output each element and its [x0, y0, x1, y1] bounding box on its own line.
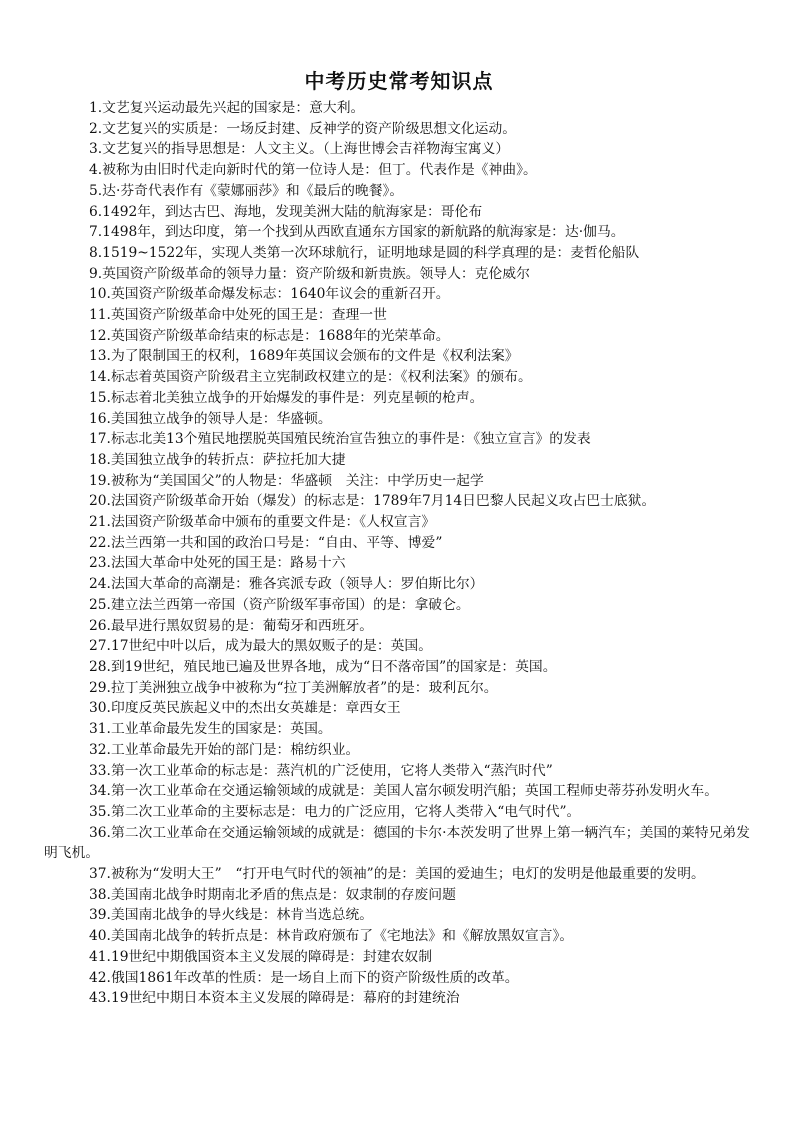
list-item: 14.标志着英国资产阶级君主立宪制政权建立的是：《权利法案》的颁布。: [89, 369, 532, 386]
list-item: 25.建立法兰西第一帝国（资产阶级军事帝国）的是：拿破仑。: [89, 596, 470, 613]
list-item: 41.19世纪中期俄国资本主义发展的障碍是：封建农奴制: [89, 948, 433, 965]
list-item: 24.法国大革命的高潮是：雅各宾派专政（领导人：罗伯斯比尔）: [89, 576, 484, 593]
list-item: 16.美国独立战争的领导人是：华盛顿。: [89, 410, 332, 427]
list-item: 31.工业革命最先发生的国家是：英国。: [89, 721, 332, 738]
list-item: 32.工业革命最先开始的部门是：棉纺织业。: [89, 741, 360, 758]
list-item: 18.美国独立战争的转折点：萨拉托加大捷: [89, 451, 346, 468]
list-item: 22.法兰西第一共和国的政治口号是：“自由、平等、博爱”: [89, 534, 443, 551]
list-item: 21.法国资产阶级革命中颁布的重要文件是：《人权宣言》: [89, 514, 436, 531]
list-item: 1.文艺复兴运动最先兴起的国家是：意大利。: [89, 100, 365, 116]
list-item: 38.美国南北战争时期南北矛盾的焦点是：奴隶制的存废问题: [89, 886, 456, 903]
list-item: 43.19世纪中期日本资本主义发展的障碍是：幕府的封建统治: [89, 990, 460, 1007]
list-item: 19.被称为“美国国父”的人物是：华盛顿 关注：中学历史一起学: [89, 472, 484, 489]
list-item: 12.英国资产阶级革命结束的标志是：1688年的光荣革命。: [89, 327, 450, 344]
list-item: 5.达·芬奇代表作有《蒙娜丽莎》和《最后的晚餐》。: [89, 182, 404, 199]
list-item: 40.美国南北战争的转折点是：林肯政府颁布了《宅地法》和《解放黑奴宣言》。: [89, 928, 574, 945]
list-item: 28.到19世纪，殖民地已遍及世界各地，成为“日不落帝国”的国家是：英国。: [89, 658, 557, 675]
list-item: 8.1519~1522年，实现人类第一次环球航行，证明地球是圆的科学真理的是：麦哲伦船队: [89, 244, 640, 261]
list-item: 42.俄国1861年改革的性质：是一场自上而下的资产阶级性质的改革。: [89, 969, 519, 986]
list-item: 2.文艺复兴的实质是：一场反封建、反神学的资产阶级思想文化运动。: [89, 120, 517, 137]
knowledge-list: [44, 98, 754, 1009]
list-item: 29.拉丁美洲独立战争中被称为“拉丁美洲解放者”的是：玻利瓦尔。: [89, 679, 498, 696]
list-item: 33.第一次工业革命的标志是：蒸汽机的广泛使用，它将人类带入“蒸汽时代”: [89, 762, 553, 779]
list-item: 20.法国资产阶级革命开始（爆发）的标志是：1789年7月14日巴黎人民起义攻占巴士底狱。: [89, 493, 656, 510]
list-item: 39.美国南北战争的导火线是：林肯当选总统。: [89, 907, 374, 924]
list-item: 34.第一次工业革命在交通运输领域的成就是：美国人富尔顿发明汽船；英国工程师史蒂芬孙发明火车。: [89, 783, 719, 800]
list-item: 30.印度反英民族起义中的杰出女英雄是：章西女王: [89, 700, 401, 717]
list-item: 11.英国资产阶级革命中处死的国王是：查理一世: [89, 307, 387, 324]
list-item: 36.第二次工业革命在交通运输领域的成就是：德国的卡尔·本茨发明了世界上第一辆汽车；美国的莱特兄弟发明飞机。: [44, 824, 750, 862]
list-item: 10.英国资产阶级革命爆发标志：1640年议会的重新召开。: [89, 286, 450, 303]
list-item: 3.文艺复兴的指导思想是：人文主义。（上海世博会吉祥物海宝寓义）: [89, 141, 510, 158]
list-item: 17.标志北美13个殖民地摆脱英国殖民统治宣告独立的事件是：《独立宣言》的发表: [89, 431, 591, 448]
list-item: 6.1492年，到达古巴、海地，发现美洲大陆的航海家是：哥伦布: [89, 203, 483, 220]
page-title: 中考历史常考知识点: [304, 69, 494, 93]
list-item: 7.1498年，到达印度，第一个找到从西欧直通东方国家的新航路的航海家是：达·伽马。: [89, 224, 625, 241]
list-item: 4.被称为由旧时代走向新时代的第一位诗人是：但丁。代表作是《神曲》。: [89, 162, 537, 179]
list-item: 9.英国资产阶级革命的领导力量：资产阶级和新贵族。领导人：克伦威尔: [89, 265, 530, 282]
list-item: 35.第二次工业革命的主要标志是：电力的广泛应用，它将人类带入“电气时代”。: [89, 803, 581, 820]
list-item: 37.被称为“发明大王” “打开电气时代的领袖”的是：美国的爱迪生；电灯的发明是他最重要的发明。: [89, 866, 705, 883]
list-item: 13.为了限制国王的权利，1689年英国议会颁布的文件是《权利法案》: [89, 348, 519, 365]
list-item: 15.标志着北美独立战争的开始爆发的事件是：列克星顿的枪声。: [89, 389, 484, 406]
list-item: 27.17世纪中叶以后，成为最大的黑奴贩子的是：英国。: [89, 638, 433, 655]
list-item: 23.法国大革命中处死的国王是：路易十六: [89, 555, 346, 572]
list-item: 26.最早进行黑奴贸易的是：葡萄牙和西班牙。: [89, 617, 374, 634]
